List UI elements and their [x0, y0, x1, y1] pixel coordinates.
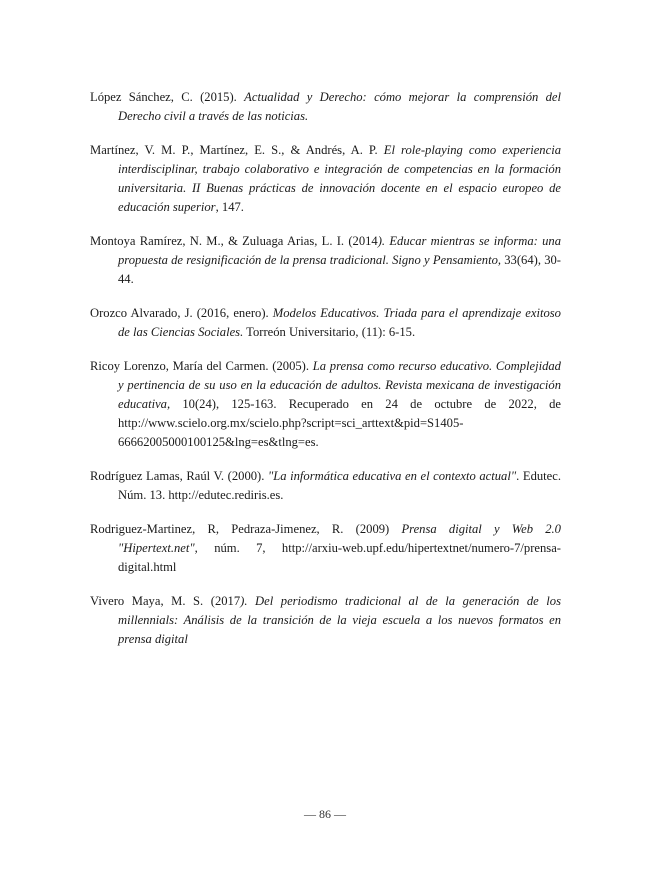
- reference-segment-italic: Actualidad y Derecho: cómo mejorar la comprensión del Derecho civil a través de las noticias.: [118, 90, 562, 123]
- reference-segment: , 147.: [215, 200, 244, 214]
- reference-entry: [90, 232, 561, 289]
- reference-entry: [90, 357, 561, 452]
- reference-segment: Martínez, V. M. P., Martínez, E. S., & Andrés, A. P.: [90, 143, 384, 157]
- reference-segment: Rodríguez Lamas, Raúl V. (2000).: [90, 469, 268, 483]
- reference-segment-italic: La prensa como recurso educativo. Complejidad y pertinencia de su uso en la educación de adultos. Revista mexicana de investigación educativa,: [118, 359, 561, 411]
- reference-segment-italic: ). Educar mientras se informa: una propuesta de resignificación de la prensa tradicional. Signo y Pensamiento,: [118, 234, 561, 267]
- reference-segment-italic: ). Del periodismo tradicional al de la generación de los millennials: Análisis de la transición de la vieja escuela a los nuevos formatos en prensa digital: [118, 594, 561, 646]
- reference-entry: [90, 88, 561, 126]
- reference-segment: 33(64), 30-44.: [118, 253, 561, 286]
- reference-segment-italic: Prensa digital y Web 2.0 "Hipertext.net",: [118, 522, 561, 555]
- reference-entry: [90, 141, 561, 217]
- reference-segment: Rodriguez-Martinez, R, Pedraza-Jimenez, R. (2009): [90, 522, 402, 536]
- reference-entry: [90, 520, 561, 577]
- reference-segment: López Sánchez, C. (2015).: [90, 90, 245, 104]
- reference-segment: 10(24), 125-163. Recuperado en 24 de octubre de 2022, de http://www.scielo.org.mx/scielo.php?script=sci_arttext&pid=S1405-66662005000100125&lng=es&tlng=es.: [118, 397, 561, 449]
- reference-segment-italic: "La informática educativa en el contexto actual": [267, 469, 517, 483]
- reference-segment-italic: El role-playing como experiencia interdisciplinar, trabajo colaborativo e integración de competencias en la formación universitaria. II Buenas prácticas de innovación docente en el espacio europeo de educación superior: [118, 143, 561, 214]
- reference-segment: Vivero Maya, M. S. (2017: [90, 594, 241, 608]
- reference-entry: [90, 304, 561, 342]
- reference-entry: [90, 467, 561, 505]
- reference-segment: . Edutec. Núm. 13. http://edutec.rediris.es.: [118, 469, 561, 502]
- page-number: — 86 —: [304, 807, 346, 821]
- reference-segment: Montoya Ramírez, N. M., & Zuluaga Arias, L. I. (2014: [90, 234, 378, 248]
- reference-segment: Orozco Alvarado, J. (2016, enero).: [90, 306, 273, 320]
- reference-segment: núm. 7, http://arxiu-web.upf.edu/hipertextnet/numero-7/prensa-digital.html: [118, 541, 561, 574]
- bibliography-list: [90, 88, 561, 664]
- reference-entry: [90, 592, 561, 649]
- reference-segment: Ricoy Lorenzo, María del Carmen. (2005).: [90, 359, 313, 373]
- reference-segment-italic: Modelos Educativos. Triada para el aprendizaje exitoso de las Ciencias Sociales.: [118, 306, 561, 339]
- reference-segment: Torreón Universitario, (11): 6-15.: [243, 325, 416, 339]
